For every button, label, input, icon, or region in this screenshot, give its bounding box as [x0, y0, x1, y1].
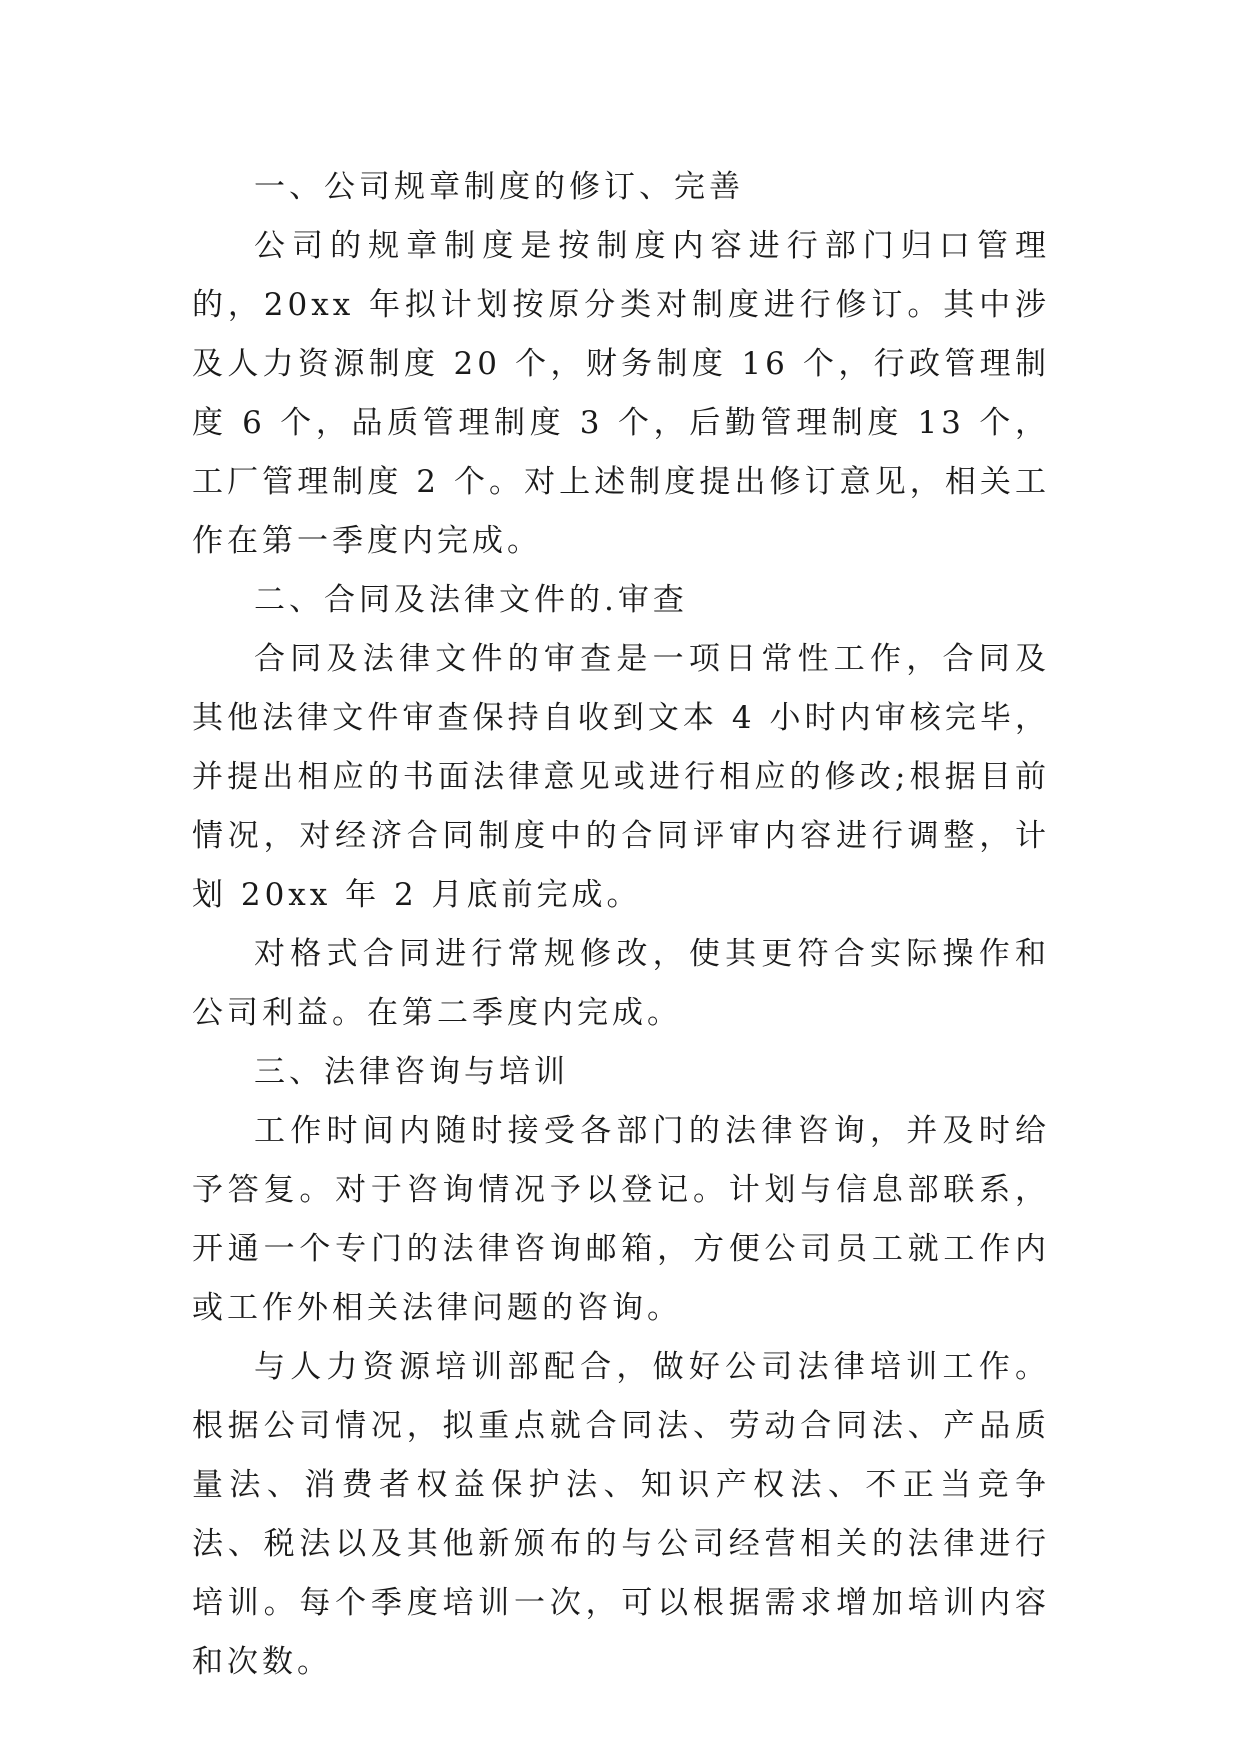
document-body	[192, 158, 1050, 1692]
section-heading-2: 二、合同及法律文件的.审查	[254, 582, 688, 618]
paragraph-contract-review: 合同及法律文件的审查是一项日常性工作，合同及其他法律文件审查保持自收到文本 4 小时内审核完毕，并提出相应的书面法律意见或进行相应的修改;根据目前情况，对经济合同制度中的合同评审内容进行调整，计划 20xx 年 2 月底前完成。	[192, 641, 1050, 913]
paragraph-legal-training: 与人力资源培训部配合，做好公司法律培训工作。根据公司情况，拟重点就合同法、劳动合同法、产品质量法、消费者权益保护法、知识产权法、不正当竞争法、税法以及其他新颁布的与公司经营相关的法律进行培训。每个季度培训一次，可以根据需求增加培训内容和次数。	[192, 1349, 1050, 1680]
paragraph-legal-consulting: 工作时间内随时接受各部门的法律咨询，并及时给予答复。对于咨询情况予以登记。计划与信息部联系，开通一个专门的法律咨询邮箱，方便公司员工就工作内或工作外相关法律问题的咨询。	[192, 1113, 1050, 1326]
paragraph-regulations: 公司的规章制度是按制度内容进行部门归口管理的，20xx 年拟计划按原分类对制度进行修订。其中涉及人力资源制度 20 个，财务制度 16 个，行政管理制度 6 个，品质管理制度 3 个，后勤管理制度 13 个，工厂管理制度 2 个。对上述制度提出修订意见，相关工作在第一季度内完成。	[192, 228, 1050, 559]
section-heading-1: 一、公司规章制度的修订、完善	[254, 169, 744, 205]
paragraph-format-contracts: 对格式合同进行常规修改，使其更符合实际操作和公司利益。在第二季度内完成。	[192, 936, 1050, 1031]
section-heading-3: 三、法律咨询与培训	[254, 1054, 569, 1090]
